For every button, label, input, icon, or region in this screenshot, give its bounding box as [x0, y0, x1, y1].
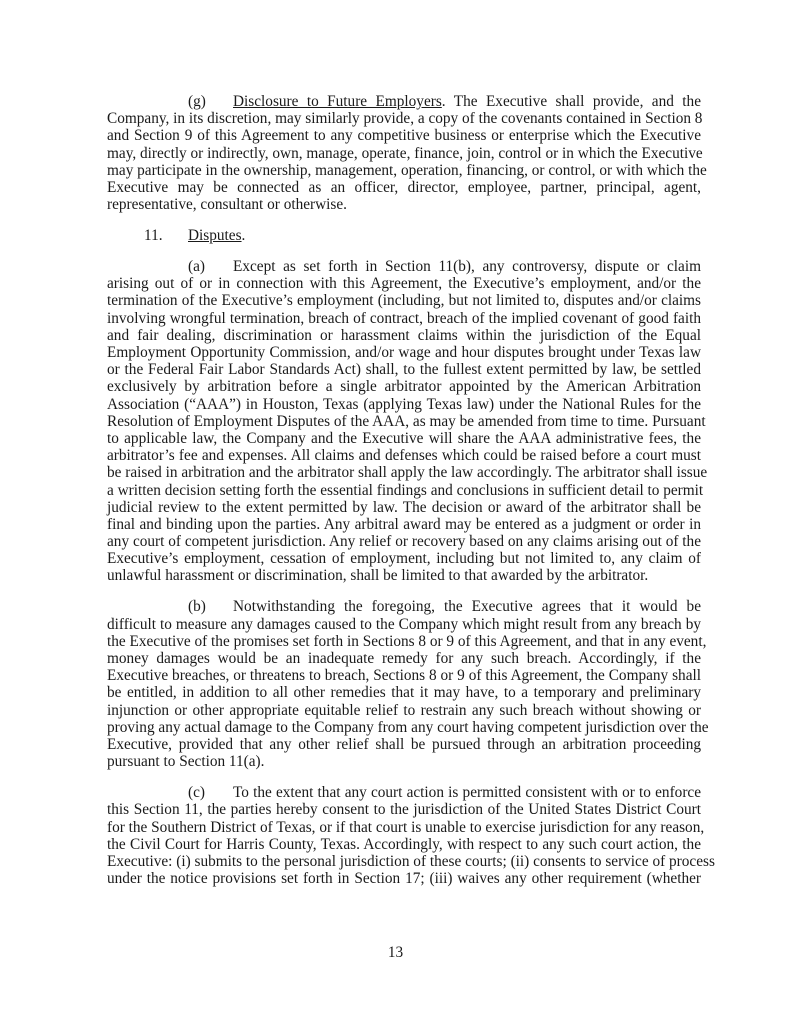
- paragraph-b: [107, 598, 709, 771]
- paragraph-line: involving wrongful termination, breach of contract, breach of the implied covenant of good faith: [107, 309, 701, 327]
- paragraph-line: under the notice provisions set forth in Section 17; (iii) waives any other requirement (whether: [107, 870, 701, 888]
- paragraph-line: may, directly or indirectly, own, manage, operate, finance, join, control or in which the Executive: [107, 144, 703, 162]
- paragraph-first-line: [107, 784, 701, 801]
- paragraph-line: be entitled, in addition to all other remedies that it may have, to a temporary and preliminary: [107, 684, 701, 702]
- paragraph-text: .: [241, 227, 246, 245]
- document-page: [107, 93, 715, 901]
- paragraph-line: the Civil Court for Harris County, Texas. Accordingly, with respect to any such court action, the: [107, 835, 701, 853]
- paragraph-label: (g): [188, 93, 206, 110]
- paragraph-c: [107, 784, 715, 888]
- paragraph-line: Employment Opportunity Commission, and/or wage and hour disputes brought under Texas law: [107, 344, 701, 362]
- paragraph-line: to applicable law, the Company and the Executive will share the AAA administrative fees, the: [107, 429, 701, 447]
- section-heading: Disclosure to Future Employers: [233, 93, 442, 110]
- paragraph-first-line: [107, 258, 701, 275]
- paragraph-line: Executive: (i) submits to the personal jurisdiction of these courts; (ii) consents to service of process: [107, 852, 715, 870]
- paragraph-line: may participate in the ownership, management, operation, financing, or control, or with which the: [107, 161, 707, 179]
- paragraph-line: be raised in arbitration and the arbitrator shall apply the law accordingly. The arbitrator shall issue: [107, 464, 708, 482]
- paragraph-label: (b): [188, 598, 206, 616]
- paragraph-line: Executive, provided that any other relief shall be pursued through an arbitration proceeding: [107, 735, 701, 753]
- paragraph-text: Notwithstanding the foregoing, the Executive agrees that it would be: [233, 598, 701, 616]
- paragraph-line: this Section 11, the parties hereby consent to the jurisdiction of the United States District Court: [107, 801, 701, 819]
- paragraph-line: Resolution of Employment Disputes of the AAA, as may be amended from time to time. Pursuant: [107, 412, 706, 430]
- page-number: 13: [387, 944, 404, 961]
- paragraph-line: final and binding upon the parties. Any arbitral award may be entered as a judgment or order in: [107, 515, 701, 533]
- paragraph-line: Executive breaches, or threatens to breach, Sections 8 or 9 of this Agreement, the Company shall: [107, 667, 701, 685]
- paragraph-line: Association (“AAA”) in Houston, Texas (applying Texas law) under the National Rules for the: [107, 395, 701, 413]
- paragraph-first-line: [107, 598, 701, 615]
- paragraph-label: (a): [188, 258, 205, 276]
- paragraph-line: pursuant to Section 11(a).: [107, 753, 265, 771]
- section-heading: Disputes: [188, 227, 242, 245]
- paragraph-g: [107, 93, 707, 214]
- paragraph-line: a written decision setting forth the essential findings and conclusions in sufficient detail to permit: [107, 481, 704, 499]
- paragraph-line: Executive may be connected as an officer, director, employee, partner, principal, agent,: [107, 178, 701, 196]
- paragraph-line: and Section 9 of this Agreement to any competitive business or enterprise which the Executive: [107, 127, 701, 145]
- paragraph-line: representative, consultant or otherwise.: [107, 196, 347, 214]
- paragraph-line: termination of the Executive’s employment (including, but not limited to, disputes and/or claims: [107, 292, 701, 310]
- paragraph-line: difficult to measure any damages caused to the Company which might result from any breach by: [107, 615, 701, 633]
- paragraph-line: or the Federal Fair Labor Standards Act) shall, to the fullest extent permitted by law, be settled: [107, 361, 701, 379]
- paragraph-line: unlawful harassment or discrimination, shall be limited to that awarded by the arbitrator.: [107, 567, 649, 585]
- paragraph-text: To the extent that any court action is permitted consistent with or to enforce: [233, 784, 701, 802]
- paragraph-line: any court of competent jurisdiction. Any relief or recovery based on any claims arising out of the: [107, 533, 701, 551]
- paragraph-first-line: [107, 93, 701, 110]
- paragraph-line: and fair dealing, discrimination or harassment claims within the jurisdiction of the Equal: [107, 326, 701, 344]
- paragraph-text: Except as set forth in Section 11(b), any controversy, dispute or claim: [233, 258, 701, 276]
- paragraph-11: [107, 227, 701, 244]
- paragraph-line: arbitrator’s fee and expenses. All claims and defenses which could be raised before a court must: [107, 447, 701, 465]
- paragraph-line: the Executive of the promises set forth in Sections 8 or 9 of this Agreement, and that in any event,: [107, 632, 707, 650]
- paragraph-line: injunction or other appropriate equitable relief to restrain any such breach without showing or: [107, 701, 701, 719]
- paragraph-line: money damages would be an inadequate remedy for any such breach. Accordingly, if the: [107, 650, 701, 668]
- paragraph-text: . The Executive shall provide, and the: [441, 93, 701, 110]
- paragraph-a: [107, 258, 708, 585]
- paragraph-line: for the Southern District of Texas, or if that court is unable to exercise jurisdiction for any reason,: [107, 818, 705, 836]
- paragraph-line: arising out of or in connection with this Agreement, the Executive’s employment, and/or the: [107, 275, 701, 293]
- paragraph-label: 11.: [144, 227, 163, 245]
- paragraph-line: Company, in its discretion, may similarly provide, a copy of the covenants contained in Section 8: [107, 110, 703, 128]
- paragraph-line: proving any actual damage to the Company from any court having competent jurisdiction over the: [107, 718, 709, 736]
- paragraph-first-line: [107, 227, 701, 244]
- paragraph-line: judicial review to the extent permitted by law. The decision or award of the arbitrator shall be: [107, 498, 701, 516]
- paragraph-line: Executive’s employment, cessation of employment, including but not limited to, any claim of: [107, 550, 701, 568]
- paragraph-label: (c): [188, 784, 205, 802]
- paragraph-line: exclusively by arbitration before a single arbitrator appointed by the American Arbitration: [107, 378, 701, 396]
